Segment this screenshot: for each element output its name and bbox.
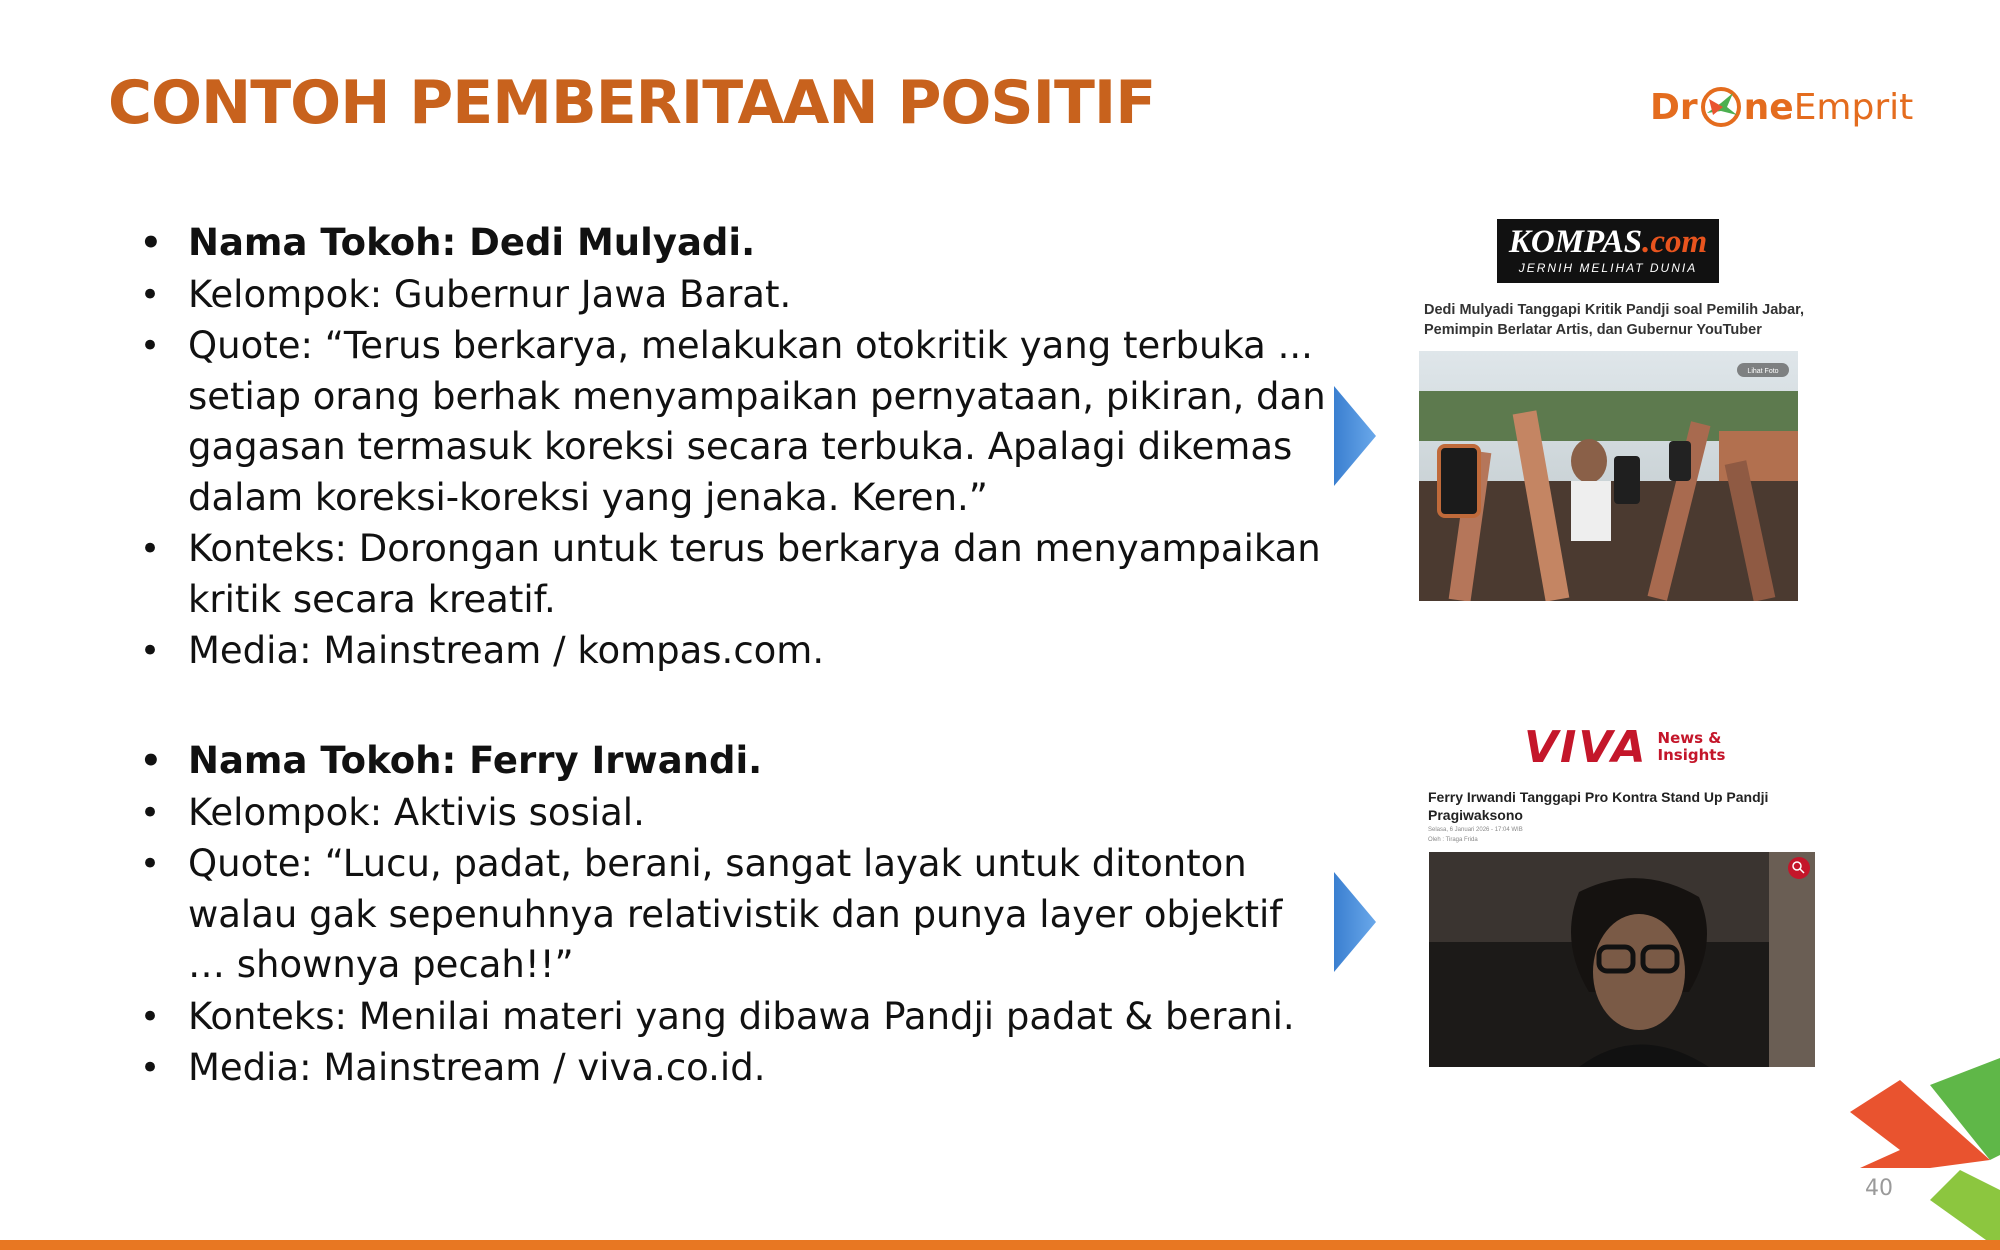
list-item-quote: • Quote: “Lucu, padat, berani, sangat layak untuk ditonton walau gak sepenuhnya relativistik dan punya layer objektif … shownya pecah!!” [140,839,1330,991]
zoom-icon[interactable] [1788,857,1810,879]
list-item-name: • Nama Tokoh: Ferry Irwandi. [140,736,1330,787]
viva-logo-tag-line1: News & [1657,729,1722,747]
list-item-name: • Nama Tokoh: Dedi Mulyadi. [140,218,1330,269]
chevron-right-icon [1334,386,1376,486]
kompas-article-photo [1419,351,1798,601]
list-item-group: • Kelompok: Aktivis sosial. [140,788,1330,839]
drone-emprit-logo [1650,72,1920,142]
viva-logo-tag [1658,730,1726,764]
list-item-context: • Konteks: Menilai materi yang dibawa Pandji padat & berani. [140,992,1330,1043]
viva-article-author: Oleh : Tiraga Frida [1428,837,1478,843]
drone-bird-icon [1699,85,1743,129]
logo-text-ne: ne [1743,86,1794,128]
profile-list-ferry-irwandi [140,736,1330,1095]
kompas-logo-name: KOMPAS [1508,224,1643,260]
decorative-leaf-shape [1840,1050,2000,1250]
viva-logo [1524,721,1726,773]
slide-title: CONTOH PEMBERITAAN POSITIF [108,68,1156,138]
viva-article-date: Selasa, 6 Januari 2026 - 17:04 WIB [1428,827,1523,833]
kompas-logo-suffix: .com [1642,224,1708,260]
list-item-media: • Media: Mainstream / kompas.com. [140,626,1330,677]
kompas-logo [1497,219,1719,283]
viva-article-photo [1429,852,1815,1067]
photo-badge-text: Lihat Foto [1747,368,1779,375]
kompas-tagline: JERNIH MELIHAT DUNIA [1518,261,1698,275]
logo-text-emprit: Emprit [1793,86,1914,128]
bottom-accent-bar [0,1240,2000,1250]
viva-headline: Ferry Irwandi Tanggapi Pro Kontra Stand Up Pandji Pragiwaksono [1428,789,1769,823]
list-item-context: • Konteks: Dorongan untuk terus berkarya dan menyampaikan kritik secara kreatif. [140,524,1330,625]
kompas-headline: Dedi Mulyadi Tanggapi Kritik Pandji soal Pemilih Jabar, Pemimpin Berlatar Artis, dan Gubernur YouTuber [1424,302,1805,338]
list-item-media: • Media: Mainstream / viva.co.id. [140,1043,1330,1094]
list-item-group: • Kelompok: Gubernur Jawa Barat. [140,270,1330,321]
logo-text-dr: Dr [1650,86,1698,128]
list-item-quote: • Quote: “Terus berkarya, melakukan otokritik yang terbuka ... setiap orang berhak menyampaikan pernyataan, pikiran, dan gagasan termasuk koreksi secara terbuka. Apalagi dikemas dalam koreksi-koreksi yang jenaka. Keren.” [140,321,1330,523]
viva-logo-name: VIVA [1524,721,1648,773]
chevron-right-icon [1334,872,1376,972]
page-number: 40 [1865,1176,1893,1201]
viva-logo-tag-line2: Insights [1657,746,1726,764]
profile-list-dedi-mulyadi [140,218,1330,678]
